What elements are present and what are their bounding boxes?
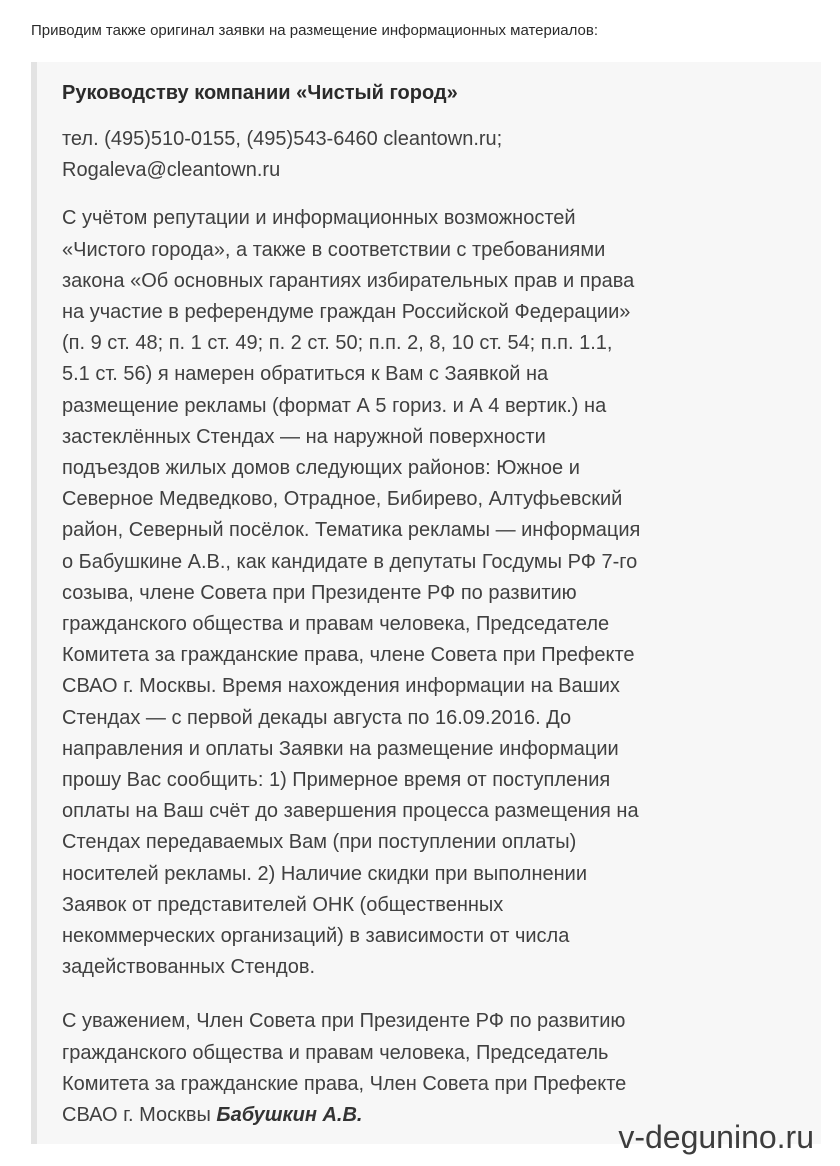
text-line: подъездов жилых домов следующих районов: Южное и [62,457,580,480]
text-line: тел. (495)510-0155, (495)543-6460 cleantown.ru; [62,128,503,150]
text-line: Северное Медведково, Отрадное, Бибирево, Алтуфьевский [62,488,623,511]
letter-blockquote [31,62,821,1144]
letter-contacts [62,124,802,186]
letter-content [62,78,802,1131]
signature: Бабушкин А.В. [216,1104,363,1127]
text-line: некоммерческих организаций) в зависимости от числа [62,925,570,948]
signoff-last-text: СВАО г. Москвы [62,1104,211,1127]
text-line: Стендах передаваемых Вам (при поступлении оплаты) [62,831,577,854]
text-line: носителей рекламы. 2) Наличие скидки при выполнении [62,862,588,885]
text-line: Rogaleva@cleantown.ru [62,159,281,182]
text-line: «Чистого города», а также в соответствии с требованиями [62,238,606,261]
letter-body [62,203,802,983]
text-line: (п. 9 ст. 48; п. 1 ст. 49; п. 2 ст. 50; п.п. 2, 8, 10 ст. 54; п.п. 1.1, [62,332,613,355]
text-line: застеклённых Стендах — на наружной поверхности [62,425,546,448]
text-line: прошу Вас сообщить: 1) Примерное время от поступления [62,769,611,792]
text-line: Заявок от представителей ОНК (общественных [62,893,504,916]
letter-addressee: Руководству компании «Чистый город» [62,82,458,104]
site-watermark: v-degunino.ru [618,1119,814,1155]
text-line: Стендах — с первой декады августа по 16.09.2016. До [62,706,572,729]
signoff-lines [62,1006,802,1100]
text-line: район, Северный посёлок. Тематика рекламы — информация [62,519,641,542]
text-line: Комитета за гражданские права, члене Совета при Префекте [62,644,635,667]
text-line: закона «Об основных гарантиях избирательных прав и права [62,269,635,292]
text-line: задействованных Стендов. [62,956,316,979]
text-line: созыва, члене Совета при Президенте РФ по развитию [62,581,577,604]
text-line: размещение рекламы (формат А 5 гориз. и А 4 вертик.) на [62,394,607,417]
text-line: Комитета за гражданские права, Член Совета при Префекте [62,1072,627,1095]
text-line: направления и оплаты Заявки на размещение информации [62,737,619,760]
text-line: оплаты на Ваш счёт до завершения процесса размещения на [62,800,639,823]
text-line: на участие в референдуме граждан Российской Федерации» [62,301,631,324]
text-line: С учётом репутации и информационных возможностей [62,207,576,230]
text-line: о Бабушкине А.В., как кандидате в депутаты Госдумы РФ 7-го [62,550,638,573]
text-line: гражданского общества и правам человека, Председателе [62,613,610,636]
text-line: СВАО г. Москвы. Время нахождения информации на Ваших [62,675,620,698]
text-line: гражданского общества и правам человека, Председатель [62,1041,609,1064]
text-line: 5.1 ст. 56) я намерен обратиться к Вам с Заявкой на [62,363,549,386]
text-line: С уважением, Член Совета при Президенте РФ по развитию [62,1010,626,1033]
intro-text: Приводим также оригинал заявки на размещение информационных материалов: [31,22,598,39]
letter-signoff [62,1006,802,1131]
